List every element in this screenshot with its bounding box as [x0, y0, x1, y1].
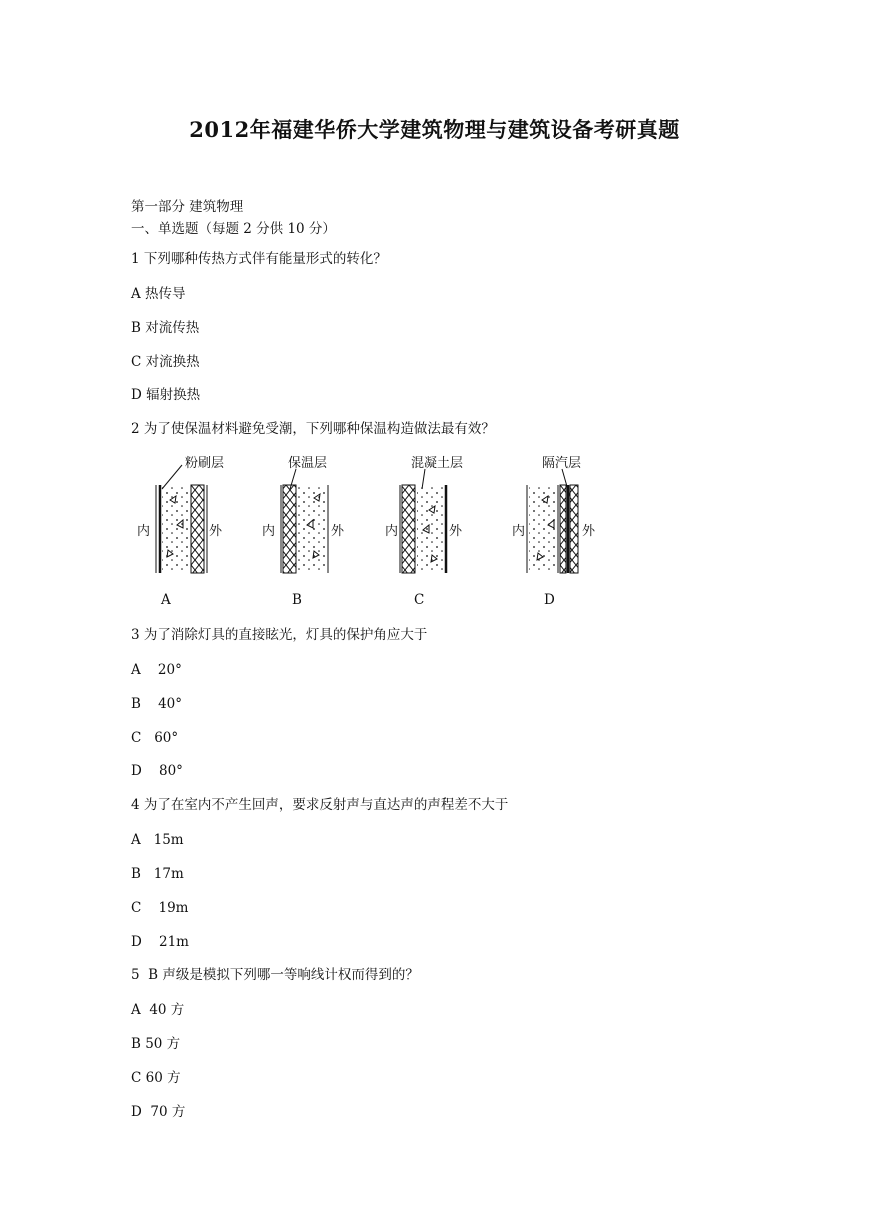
figure-a-outer: 外 — [209, 524, 223, 539]
question-4-option-d: D 21m — [131, 934, 189, 950]
question-3-option-a: A 20° — [131, 662, 182, 678]
part-heading: 一、单选题（每题 2 分供 10 分） — [131, 221, 336, 237]
question-1-option-d: D 辐射换热 — [131, 387, 201, 403]
page-title: 2012年福建华侨大学建筑物理与建筑设备考研真题 — [189, 117, 680, 142]
question-1-option-b: B 对流传热 — [131, 320, 200, 336]
question-3-stem: 3 为了消除灯具的直接眩光，灯具的保护角应大于 — [131, 627, 428, 643]
figure-c-inner: 内 — [385, 524, 399, 539]
figure-b-label: B — [292, 592, 302, 608]
figure-d-label: D — [544, 592, 555, 608]
question-2-stem: 2 为了使保温材料避免受潮，下列哪种保温构造做法最有效？ — [131, 421, 495, 437]
figure-a-inner: 内 — [137, 524, 151, 539]
section-heading: 第一部分 建筑物理 — [131, 199, 244, 215]
question-5-option-a: A 40 方 — [131, 1002, 185, 1018]
figure-b-callout: 保温层 — [288, 456, 328, 471]
question-4-option-a: A 15m — [131, 832, 184, 848]
figure-c-outer: 外 — [449, 524, 463, 539]
wall-section-figure-c — [385, 455, 475, 580]
question-4-option-b: B 17m — [131, 866, 184, 882]
wall-section-figure-b — [262, 455, 352, 580]
figure-a-callout: 粉刷层 — [185, 456, 225, 471]
figure-d-inner: 内 — [512, 524, 526, 539]
question-5-stem: 5 B 声级是模拟下列哪一等响线计权而得到的？ — [131, 967, 419, 983]
question-5-option-c: C 60 方 — [131, 1070, 181, 1086]
figure-b-inner: 内 — [262, 524, 276, 539]
figure-c-callout: 混凝土层 — [411, 456, 464, 471]
question-3-option-c: C 60° — [131, 730, 179, 746]
wall-section-figure-d — [512, 455, 602, 580]
question-1-option-a: A 热传导 — [131, 286, 186, 302]
question-1-stem: 1 下列哪种传热方式伴有能量形式的转化？ — [131, 251, 387, 267]
question-1-option-c: C 对流换热 — [131, 354, 200, 370]
question-4-option-c: C 19m — [131, 900, 189, 916]
figure-a-label: A — [161, 592, 171, 608]
question-5-option-b: B 50 方 — [131, 1036, 181, 1052]
figure-d-outer: 外 — [582, 524, 596, 539]
question-4-stem: 4 为了在室内不产生回声，要求反射声与直达声的声程差不大于 — [131, 797, 509, 813]
figure-d-callout: 隔汽层 — [542, 456, 582, 471]
wall-section-figure-a — [135, 455, 225, 580]
figure-c-label: C — [414, 592, 425, 608]
question-3-option-b: B 40° — [131, 696, 183, 712]
figure-b-outer: 外 — [331, 524, 345, 539]
question-3-option-d: D 80° — [131, 763, 183, 779]
question-5-option-d: D 70 方 — [131, 1104, 186, 1120]
